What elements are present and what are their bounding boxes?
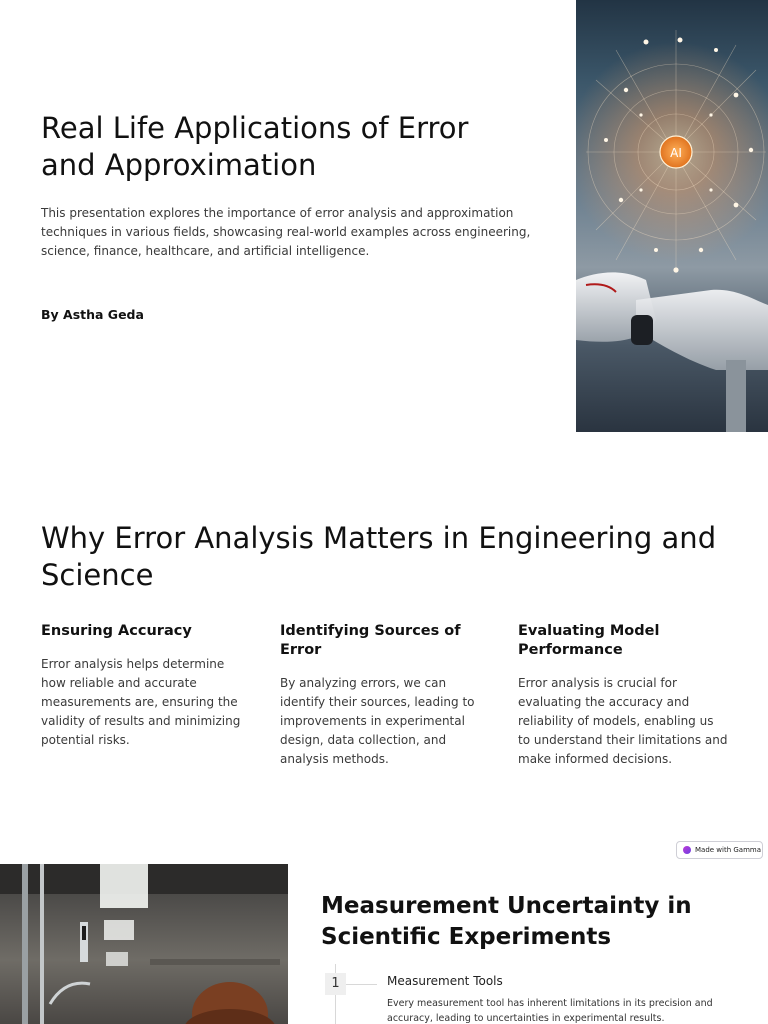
timeline-step-body: Every measurement tool has inherent limitations in its precision and accuracy, leading to uncertainties in experimental results. — [387, 998, 713, 1024]
author-byline: By Astha Geda — [41, 307, 144, 322]
error-analysis-slide — [0, 432, 768, 864]
presentation-title: Real Life Applications of Error and Approximation — [41, 111, 469, 182]
title-slide — [0, 0, 768, 432]
timeline-step-heading: Measurement Tools — [387, 974, 503, 988]
column-heading: Identifying Sources of Error — [280, 623, 461, 658]
column-heading: Ensuring Accuracy — [41, 623, 192, 639]
column-body: By analyzing errors, we can identify their sources, leading to improvements in experimental design, data collection, and analysis methods. — [280, 676, 475, 766]
column-evaluating-model — [518, 622, 728, 769]
column-heading: Evaluating Model Performance — [518, 623, 660, 658]
laboratory-photo — [0, 864, 288, 1024]
ai-badge-text: AI — [670, 146, 682, 160]
made-with-gamma-badge[interactable] — [676, 841, 763, 859]
gamma-badge-label: Made with Gamma — [695, 846, 762, 854]
measurement-uncertainty-slide — [0, 864, 768, 1024]
column-ensuring-accuracy — [41, 622, 251, 750]
column-identifying-sources — [280, 622, 490, 769]
timeline-connector — [345, 984, 377, 985]
presentation-description: This presentation explores the importance of error analysis and approximation techniques in various fields, showcasing real-world examples across engineering, science, finance, healthcare, and artificial intelligence. — [41, 206, 531, 258]
ai-robot-hand-image — [576, 0, 768, 432]
timeline-step-number: 1 — [325, 973, 346, 995]
slide-title: Why Error Analysis Matters in Engineering and Science — [41, 521, 717, 592]
gamma-logo-icon — [683, 846, 691, 854]
slide-title: Measurement Uncertainty in Scientific Experiments — [321, 893, 692, 950]
column-body: Error analysis is crucial for evaluating the accuracy and reliability of models, enabling us to understand their limitations and make informed decisions. — [518, 676, 728, 766]
column-body: Error analysis helps determine how reliable and accurate measurements are, ensuring the validity of results and minimizing potential risks. — [41, 657, 241, 747]
